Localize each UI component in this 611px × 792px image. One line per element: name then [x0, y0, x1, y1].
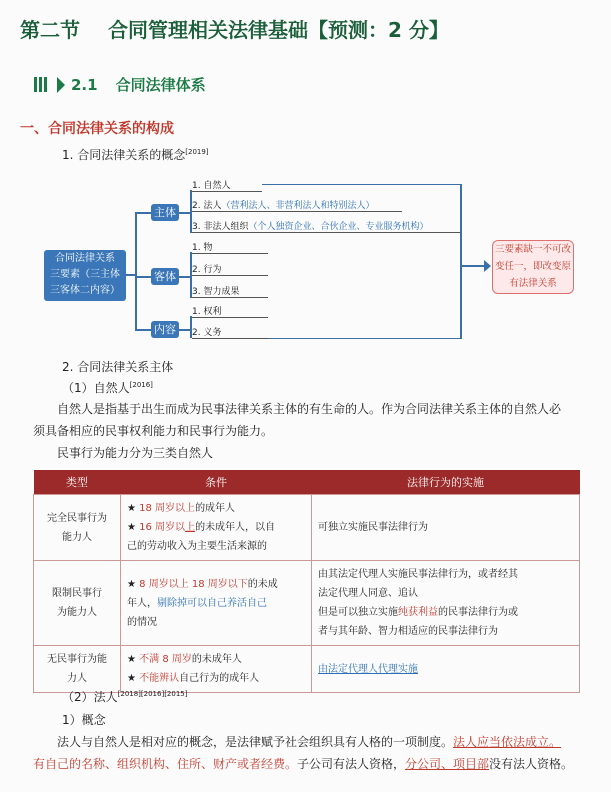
root-box: 合同法律关系 三要素（三主体 三客体二内容） [44, 250, 126, 301]
section-title: 第二节 合同管理相关法律基础【预测：2 分】 [20, 18, 449, 42]
concept-label: 1）概念 [62, 713, 106, 727]
object-item-1: 1. 物 [192, 240, 268, 254]
object-item-3: 3. 智力成果 [192, 284, 268, 298]
legal-paragraph: 法人与自然人是相对应的概念，是法律赋予社会组织具有人格的一项制度。法人应当依法成立。 有自己的名称、组织机构、住所、财产或者经费。子公司有法人资格，分公司、项目部没有法人资格。 [33, 735, 574, 771]
table-row: 无民事行为能 力人 ★ 不满 8 周岁的未成年人 ★ 不能辨认自己行为的成年人 由法定代理人代理实施 [34, 646, 580, 693]
legal-label: （2）法人[2018][2016][2015] [62, 690, 188, 704]
table-header-row: 类型 条件 法律行为的实施 [34, 470, 580, 495]
table-row: 限制民事行 为能力人 ★ 8 周岁以上 18 周岁以下的未成 年人，剔除掉可以自己养活自己 的情况 由其法定代理人实施民事法律行为，或者经其 法定代理人同意、追认 但是可以独立实施纯获利益的民事法律行为或 者与其年龄、智力相适应的民事法律行为 [34, 561, 580, 646]
natural-label: （1）自然人[2016] [62, 381, 153, 395]
arrow-icon [57, 77, 65, 93]
subject-box: 主体 [151, 204, 179, 221]
ability-intro: 民事行为能力分为三类自然人 [57, 446, 214, 460]
part-heading: 一、合同法律关系的构成 [20, 121, 174, 137]
bars-icon [34, 76, 49, 94]
content-item-2: 2. 义务 [192, 325, 268, 339]
subsection-title: 2.1 合同法律体系 [34, 74, 206, 95]
subject-item-2: 2. 法人（营利法人、非营利法人和特别法人） [192, 198, 402, 212]
arrow-right-icon [484, 260, 491, 272]
content-box: 内容 [151, 321, 179, 338]
ability-table [33, 470, 580, 693]
item1-label: 1. 合同法律关系的概念[2019] [62, 148, 209, 162]
natural-paragraph: 自然人是指基于出生而成为民事法律关系主体的有生命的人。作为合同法律关系主体的自然人必 须具备相应的民事权利能力和民事行为能力。 [33, 402, 562, 438]
object-box: 客体 [151, 268, 179, 285]
content-item-1: 1. 权利 [192, 304, 268, 318]
table-row: 完全民事行为 能力人 ★ 18 周岁以上的成年人 ★ 16 周岁以上的未成年人，以自 己的劳动收入为主要生活来源的 可独立实施民事法律行为 [34, 495, 580, 561]
subject-item-3: 3. 非法人组织（个人独资企业、合伙企业、专业服务机构） [192, 219, 460, 233]
subject-item-1: 1. 自然人 [192, 178, 262, 192]
item2-label: 2. 合同法律关系主体 [62, 360, 174, 374]
object-item-2: 2. 行为 [192, 262, 268, 276]
note-box: 三要素缺一不可改 变任一，即改变原 有法律关系 [492, 240, 574, 294]
